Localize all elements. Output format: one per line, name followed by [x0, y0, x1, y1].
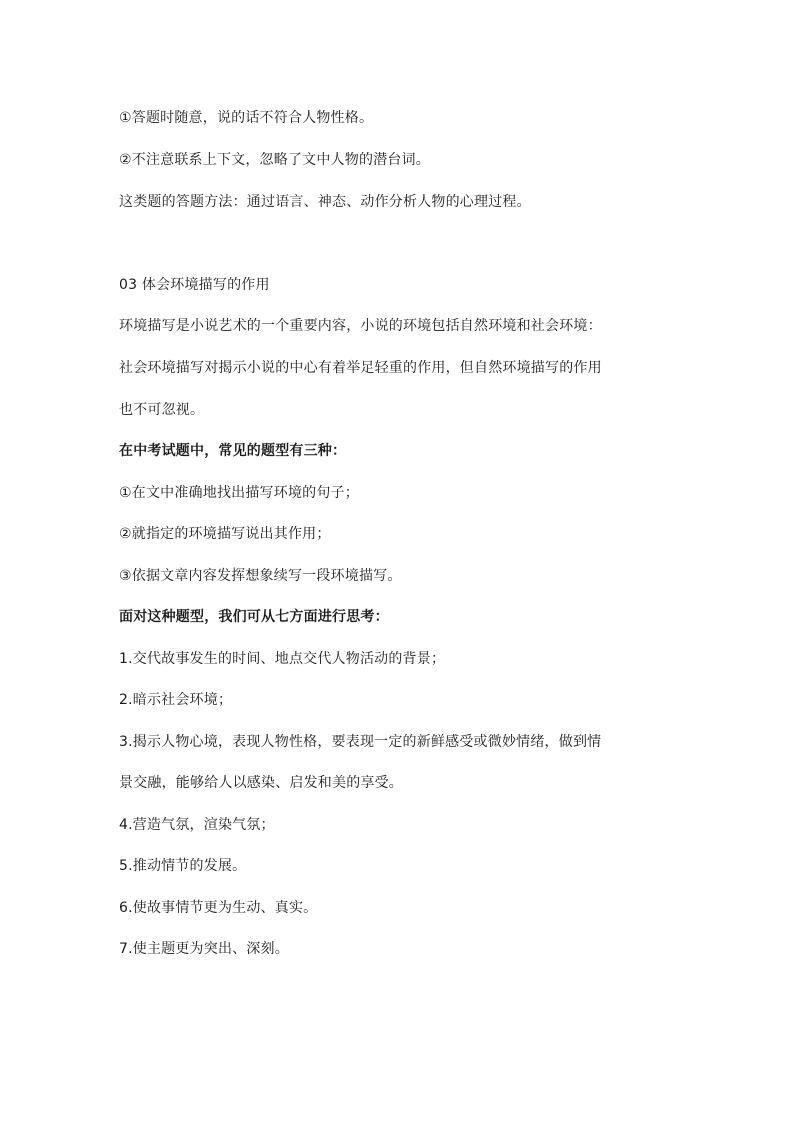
list-item-type-2: ②就指定的环境描写说出其作用；: [119, 526, 331, 542]
text-line-5: 环境描写是小说艺术的一个重要内容，小说的环境包括自然环境和社会环境：: [119, 318, 602, 334]
list-item-aspect-3: 3.揭示人物心境，表现人物性格，要表现一定的新鲜感受或微妙情绪，做到情: [119, 734, 602, 750]
list-item-type-3: ③依据文章内容发挥想象续写一段环境描写。: [119, 568, 402, 584]
list-item-aspect-3-cont: 景交融，能够给人以感染、启发和美的享受。: [119, 775, 403, 791]
list-item-aspect-4: 4.营造气氛，渲染气氛；: [119, 817, 275, 833]
text-line-3: 这类题的答题方法：通过语言、神态、动作分析人物的心理过程。: [119, 194, 531, 210]
section-heading: 03 体会环境描写的作用: [119, 277, 270, 293]
text-line-2: ②不注意联系上下文，忽略了文中人物的潜台词。: [119, 152, 430, 168]
text-line-7: 也不可忽视。: [119, 402, 205, 418]
list-item-aspect-7: 7.使主题更为突出、深刻。: [119, 941, 289, 957]
list-item-type-1: ①在文中准确地找出描写环境的句子；: [119, 485, 359, 501]
text-line-1: ①答题时随意，说的话不符合人物性格。: [119, 110, 374, 126]
bold-heading-seven-aspects: 面对这种题型，我们可从七方面进行思考：: [119, 609, 389, 625]
bold-heading-question-types: 在中考试题中，常见的题型有三种：: [119, 443, 347, 459]
list-item-aspect-5: 5.推动情节的发展。: [119, 858, 247, 874]
list-item-aspect-2: 2.暗示社会环境；: [119, 692, 233, 708]
text-line-6: 社会环境描写对揭示小说的中心有着举足轻重的作用，但自然环境描写的作用: [119, 360, 602, 376]
list-item-aspect-1: 1.交代故事发生的时间、地点交代人物活动的背景；: [119, 651, 446, 667]
list-item-aspect-6: 6.使故事情节更为生动、真实。: [119, 900, 318, 916]
